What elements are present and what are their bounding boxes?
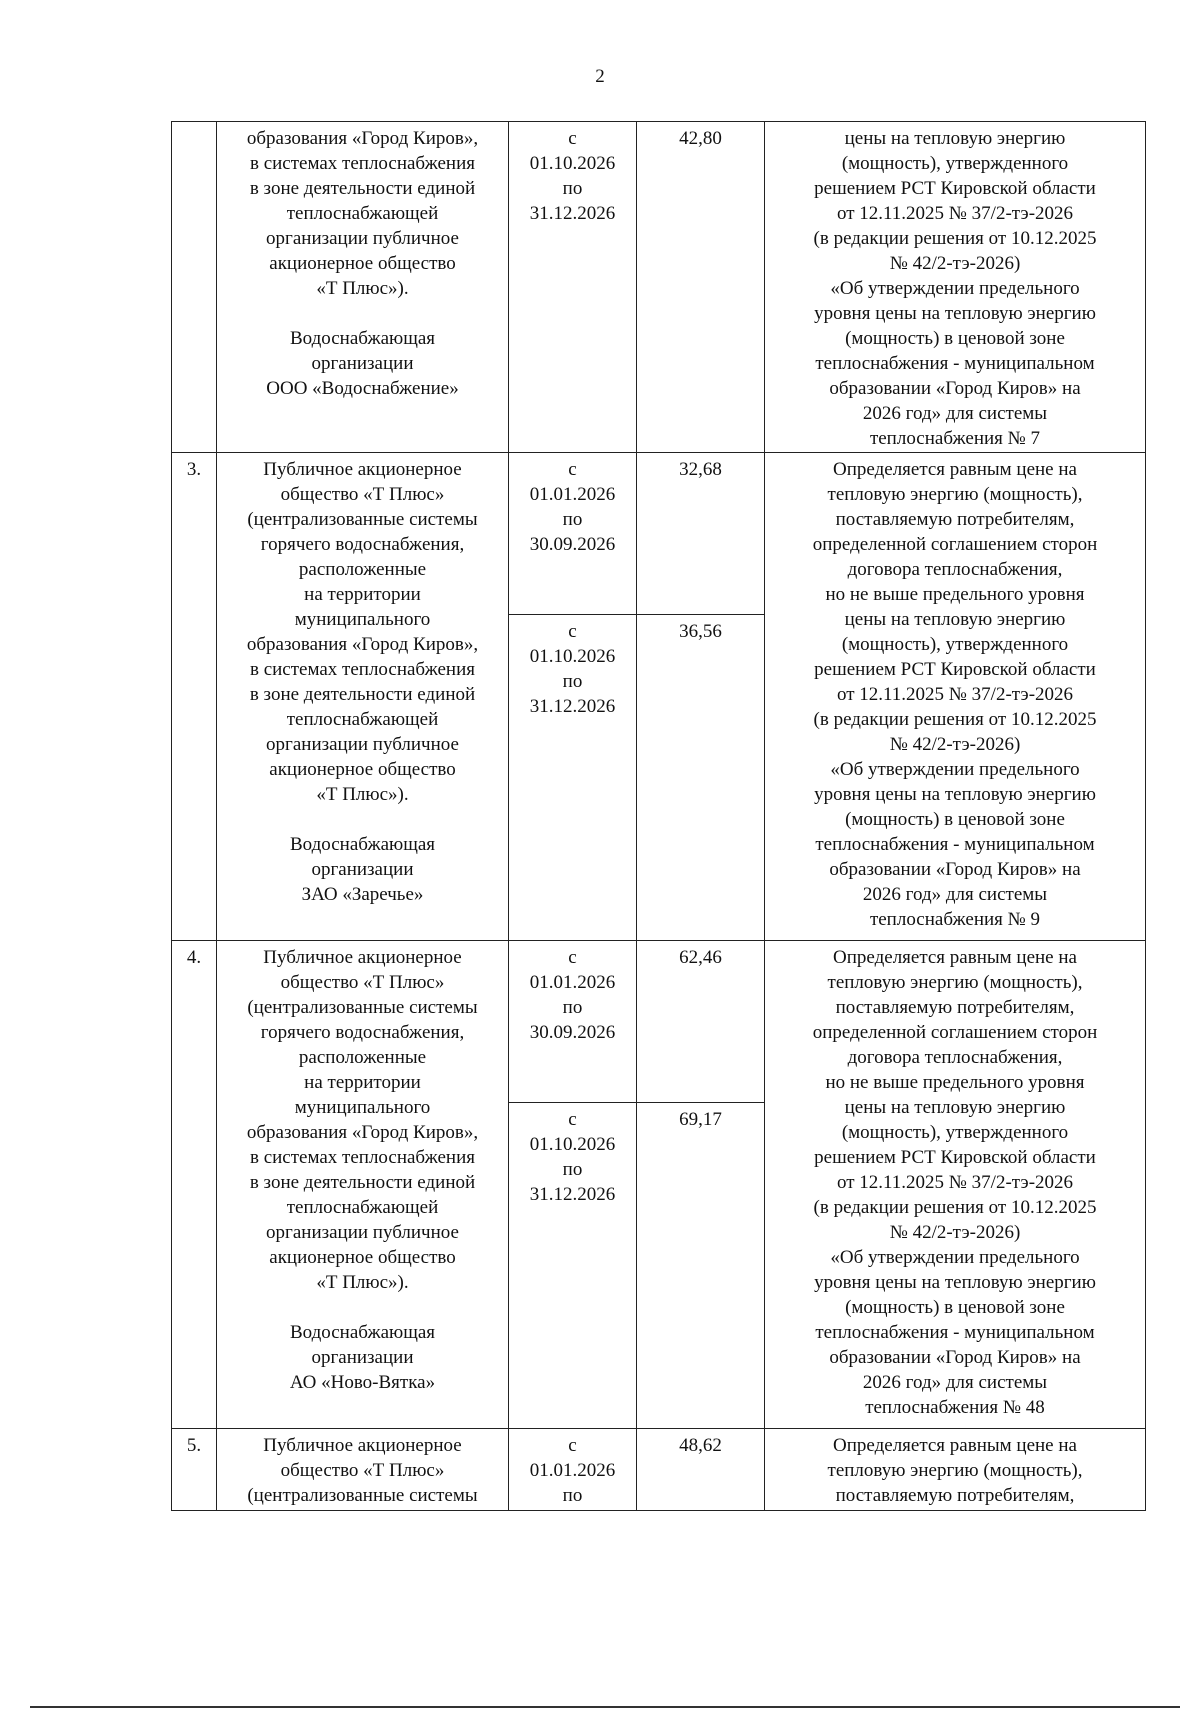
tariff-value-cell: 32,68 — [637, 453, 765, 615]
basis-note-cell: Определяется равным цене на тепловую энергию (мощность), поставляемую потребителям, определенной соглашением сторон договора теплоснабжения, но не выше предельного уровня цены на тепловую энергию (мощность), утвержденного решением РСТ Кировской области от 12.11.2025 № 37/2-тэ-2026 (в редакции решения от 10.12.2025 № 42/2-тэ-2026) «Об утверждении предельного уровня цены на тепловую энергию (мощность) в ценовой зоне теплоснабжения - муниципальном образовании «Город Киров» на 2026 год» для системы теплоснабжения № 48 — [765, 941, 1146, 1429]
table-row — [172, 1429, 1146, 1511]
period-cell: с 01.10.2026 по 31.12.2026 — [509, 122, 637, 453]
page-number: 2 — [595, 66, 605, 87]
table-row — [172, 453, 1146, 615]
basis-note-cell: цены на тепловую энергию (мощность), утвержденного решением РСТ Кировской области от 12.11.2025 № 37/2-тэ-2026 (в редакции решения от 10.12.2025 № 42/2-тэ-2026) «Об утверждении предельного уровня цены на тепловую энергию (мощность) в ценовой зоне теплоснабжения - муниципальном образовании «Город Киров» на 2026 год» для системы теплоснабжения № 7 — [765, 122, 1146, 453]
basis-note-cell: Определяется равным цене на тепловую энергию (мощность), поставляемую потребителям, определенной соглашением сторон договора теплоснабжения, но не выше предельного уровня цены на тепловую энергию (мощность), утвержденного решением РСТ Кировской области от 12.11.2025 № 37/2-тэ-2026 (в редакции решения от 10.12.2025 № 42/2-тэ-2026) «Об утверждении предельного уровня цены на тепловую энергию (мощность) в ценовой зоне теплоснабжения - муниципальном образовании «Город Киров» на 2026 год» для системы теплоснабжения № 9 — [765, 453, 1146, 941]
tariff-value-cell: 36,56 — [637, 615, 765, 941]
scan-edge-line — [30, 1706, 1180, 1708]
period-cell: с 01.01.2026 по 30.09.2026 — [509, 453, 637, 615]
tariff-value-cell: 69,17 — [637, 1103, 765, 1429]
tariff-value-cell: 42,80 — [637, 122, 765, 453]
table-row — [172, 122, 1146, 453]
organization-cell: Публичное акционерное общество «Т Плюс» (централизованные системы — [217, 1429, 509, 1511]
tariff-table — [171, 121, 1146, 1511]
period-cell: с 01.01.2026 по 30.09.2026 — [509, 941, 637, 1103]
tariff-value-cell: 62,46 — [637, 941, 765, 1103]
row-number — [172, 122, 217, 453]
organization-cell: Публичное акционерное общество «Т Плюс» (централизованные системы горячего водоснабжения, расположенные на территории муниципального образования «Город Киров», в системах теплоснабжения в зоне деятельности единой теплоснабжающей организации публичное акционерное общество «Т Плюс»). Водоснабжающая организации ЗАО «Заречье» — [217, 453, 509, 941]
period-cell: с 01.10.2026 по 31.12.2026 — [509, 615, 637, 941]
row-number: 5. — [172, 1429, 217, 1511]
period-cell: с 01.01.2026 по — [509, 1429, 637, 1511]
row-number: 4. — [172, 941, 217, 1429]
basis-note-cell: Определяется равным цене на тепловую энергию (мощность), поставляемую потребителям, — [765, 1429, 1146, 1511]
organization-cell: образования «Город Киров», в системах теплоснабжения в зоне деятельности единой теплоснабжающей организации публичное акционерное общество «Т Плюс»). Водоснабжающая организации ООО «Водоснабжение» — [217, 122, 509, 453]
period-cell: с 01.10.2026 по 31.12.2026 — [509, 1103, 637, 1429]
row-number: 3. — [172, 453, 217, 941]
organization-cell: Публичное акционерное общество «Т Плюс» (централизованные системы горячего водоснабжения, расположенные на территории муниципального образования «Город Киров», в системах теплоснабжения в зоне деятельности единой теплоснабжающей организации публичное акционерное общество «Т Плюс»). Водоснабжающая организации АО «Ново-Вятка» — [217, 941, 509, 1429]
tariff-value-cell: 48,62 — [637, 1429, 765, 1511]
table-row — [172, 941, 1146, 1103]
